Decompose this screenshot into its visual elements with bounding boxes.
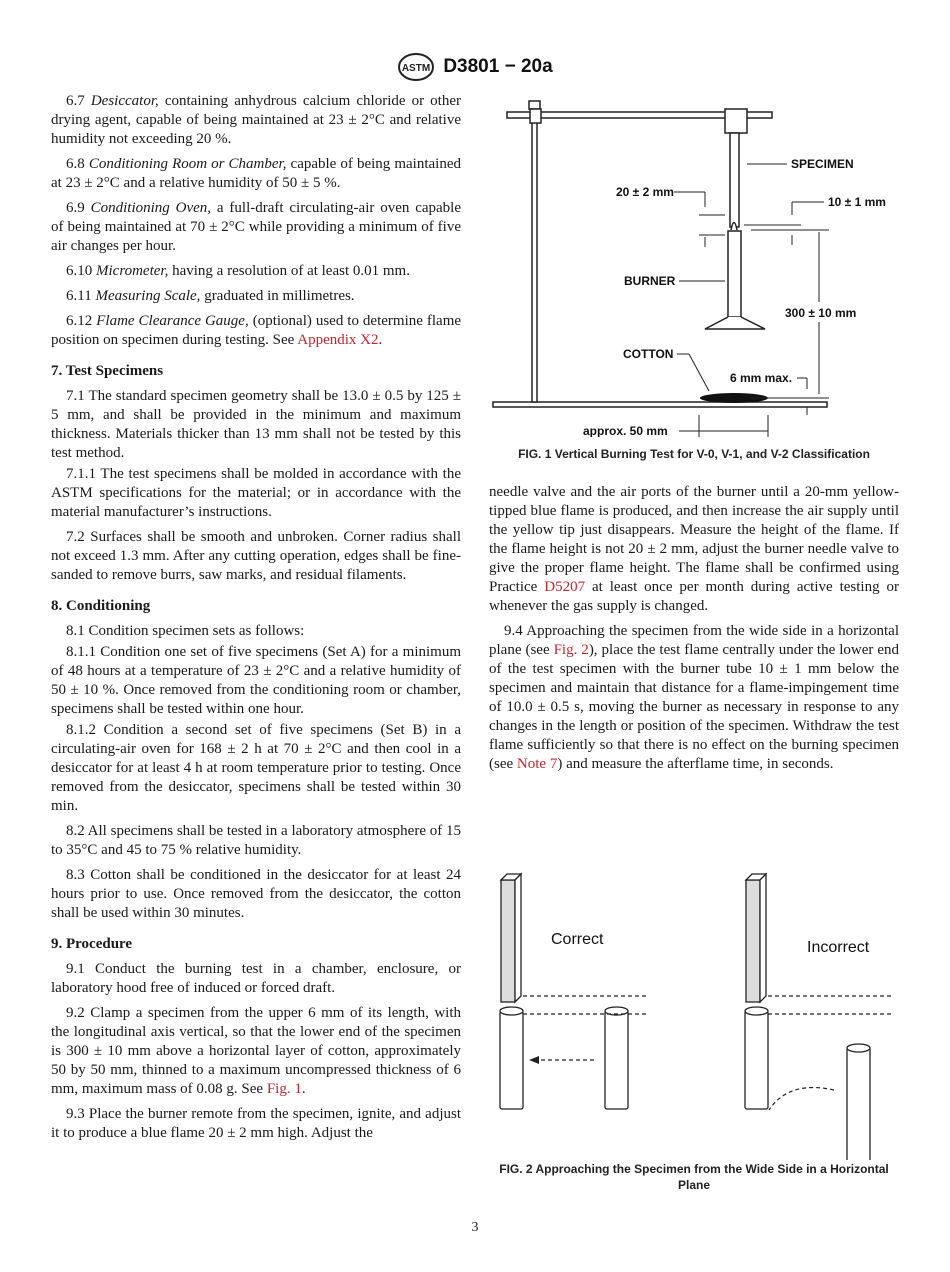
label-specimen: SPECIMEN <box>791 157 854 171</box>
label-incorrect: Incorrect <box>807 939 870 956</box>
figure-1-caption: FIG. 1 Vertical Burning Test for V-0, V-1, and V-2 Classification <box>518 447 870 461</box>
para-7-1-1: 7.1.1 The test specimens shall be molded in accordance with the ASTM specifications for the material; or in accordance with the material manufacturer’s instructions. <box>51 466 461 520</box>
appendix-x2-link[interactable]: Appendix X2 <box>297 332 379 348</box>
figure-2-caption: FIG. 2 Approaching the Specimen from the Wide Side in a Horizontal Plane <box>499 1162 889 1192</box>
fig-1-link[interactable]: Fig. 1 <box>266 1081 302 1097</box>
designation-code: D3801 − 20a <box>443 56 553 77</box>
para-9-4: 9.4 Approaching the specimen from the wide side in a horizontal plane (see Fig. 2), place the test flame centrally under the lower end of the test specimen with the burner tube 10 ± 1 mm below the specimen and maintain that distance for a flame-impingement time of 10.0 ± 0.5 s, moving the burner as necessary in response to any changes in the length or position of the specimen. Withdraw the test flame sufficiently so that there is no effect on the burning specimen (see Note 7) and measure the afterflame time, in seconds. <box>489 623 899 772</box>
label-dim-6: 6 mm max. <box>730 371 793 385</box>
label-dim-50: approx. 50 mm <box>583 424 668 437</box>
section-9-heading: 9. Procedure <box>51 936 133 952</box>
para-6-8: 6.8 Conditioning Room or Chamber, capable of being maintained at 23 ± 2°C and a relative humidity of 50 ± 5 %. <box>51 156 462 191</box>
page-header <box>0 52 950 82</box>
para-6-9: 6.9 Conditioning Oven, a full-draft circulating-air oven capable of being maintained at 70 ± 2°C while providing a minimum of five air changes per hour. <box>51 200 462 254</box>
figure-2-approach <box>489 870 899 1160</box>
para-9-2: 9.2 Clamp a specimen from the upper 6 mm of its length, with the longitudinal axis vertical, so that the lower end of the specimen is 300 ± 10 mm above a horizontal layer of cotton, approximately 50 by 50 mm, thinned to a maximum uncompressed thickness of 6 mm, maximum mass of 0.08 g. See Fig. 1. <box>51 1005 461 1097</box>
para-8-3: 8.3 Cotton shall be conditioned in the desiccator for at least 24 hours prior to use. Once removed from the desiccator, the cotton shall be used within 30 minutes. <box>51 867 461 921</box>
astm-logo-icon <box>397 52 435 82</box>
section-7-heading: 7. Test Specimens <box>51 363 164 379</box>
para-8-1-1: 8.1.1 Condition one set of five specimens (Set A) for a minimum of 48 hours at a temperature of 23 ± 2°C and a relative humidity of 50 ± 10 %. Once removed from the conditioning room or chamber, specimens shall be tested within one hour. <box>51 644 461 717</box>
fig-2-link[interactable]: Fig. 2 <box>553 642 589 658</box>
para-6-11: 6.11 Measuring Scale, graduated in millimetres. <box>66 288 355 304</box>
para-7-2: 7.2 Surfaces shall be smooth and unbroken. Corner radius shall not exceed 1.3 mm. After any cutting operation, edges shall be fine-sanded to remove burrs, saw marks, and residual filaments. <box>51 529 461 583</box>
para-8-1: 8.1 Condition specimen sets as follows: <box>66 623 305 639</box>
para-8-2: 8.2 All specimens shall be tested in a laboratory atmosphere of 15 to 35°C and 45 to 75 % relative humidity. <box>51 823 461 858</box>
para-9-3-continued: needle valve and the air ports of the burner until a 20-mm yellow-tipped blue flame is produced, and then increase the air supply until the yellow tip just disappears. Measure the height of the flame. If the flame height is not 20 ± 2 mm, adjust the burner needle valve to give the proper flame height. The flame shall be confirmed using Practice D5207 at least once per month during active testing or whenever the gas supply is changed. <box>489 484 899 614</box>
logo-text: ASTM <box>402 63 431 74</box>
label-correct: Correct <box>551 931 604 948</box>
figure-1-apparatus <box>489 97 899 437</box>
d5207-link[interactable]: D5207 <box>544 579 586 595</box>
section-8-heading: 8. Conditioning <box>51 598 151 614</box>
para-6-12: 6.12 Flame Clearance Gauge, (optional) used to determine flame position on specimen during testing. See Appendix X2. <box>51 313 462 348</box>
note-7-link[interactable]: Note 7 <box>516 756 558 772</box>
left-column <box>51 92 461 1149</box>
para-8-1-2: 8.1.2 Condition a second set of five specimens (Set B) in a circulating-air oven for 168 ± 2 h at 70 ± 2°C and then cool in a desiccator for at least 4 h at room temperature prior to testing. Once removed from the desiccator, specimens shall be tested within 30 min. <box>51 722 461 814</box>
para-7-1: 7.1 The standard specimen geometry shall be 13.0 ± 0.5 by 125 ± 5 mm, and shall be provided in the minimum and maximum thickness. Materials thicker than 13 mm shall not be tested by this test method. <box>51 388 461 461</box>
right-column <box>489 483 899 780</box>
para-9-3: 9.3 Place the burner remote from the specimen, ignite, and adjust it to produce a blue flame 20 ± 2 mm high. Adjust the <box>51 1106 461 1141</box>
para-6-10: 6.10 Micrometer, having a resolution of at least 0.01 mm. <box>66 263 410 279</box>
para-6-7: 6.7 Desiccator, containing anhydrous calcium chloride or other drying agent, capable of being maintained at 23 ± 2°C and relative humidity not exceeding 20 %. <box>51 93 462 147</box>
label-cotton: COTTON <box>623 347 674 361</box>
label-dim-10: 10 ± 1 mm <box>828 195 886 209</box>
para-9-1: 9.1 Conduct the burning test in a chamber, enclosure, or laboratory hood free of induced or forced draft. <box>51 961 461 996</box>
page-number: 3 <box>471 1220 479 1235</box>
label-dim-20: 20 ± 2 mm <box>616 185 674 199</box>
label-burner: BURNER <box>624 274 676 288</box>
label-dim-300: 300 ± 10 mm <box>785 306 857 320</box>
